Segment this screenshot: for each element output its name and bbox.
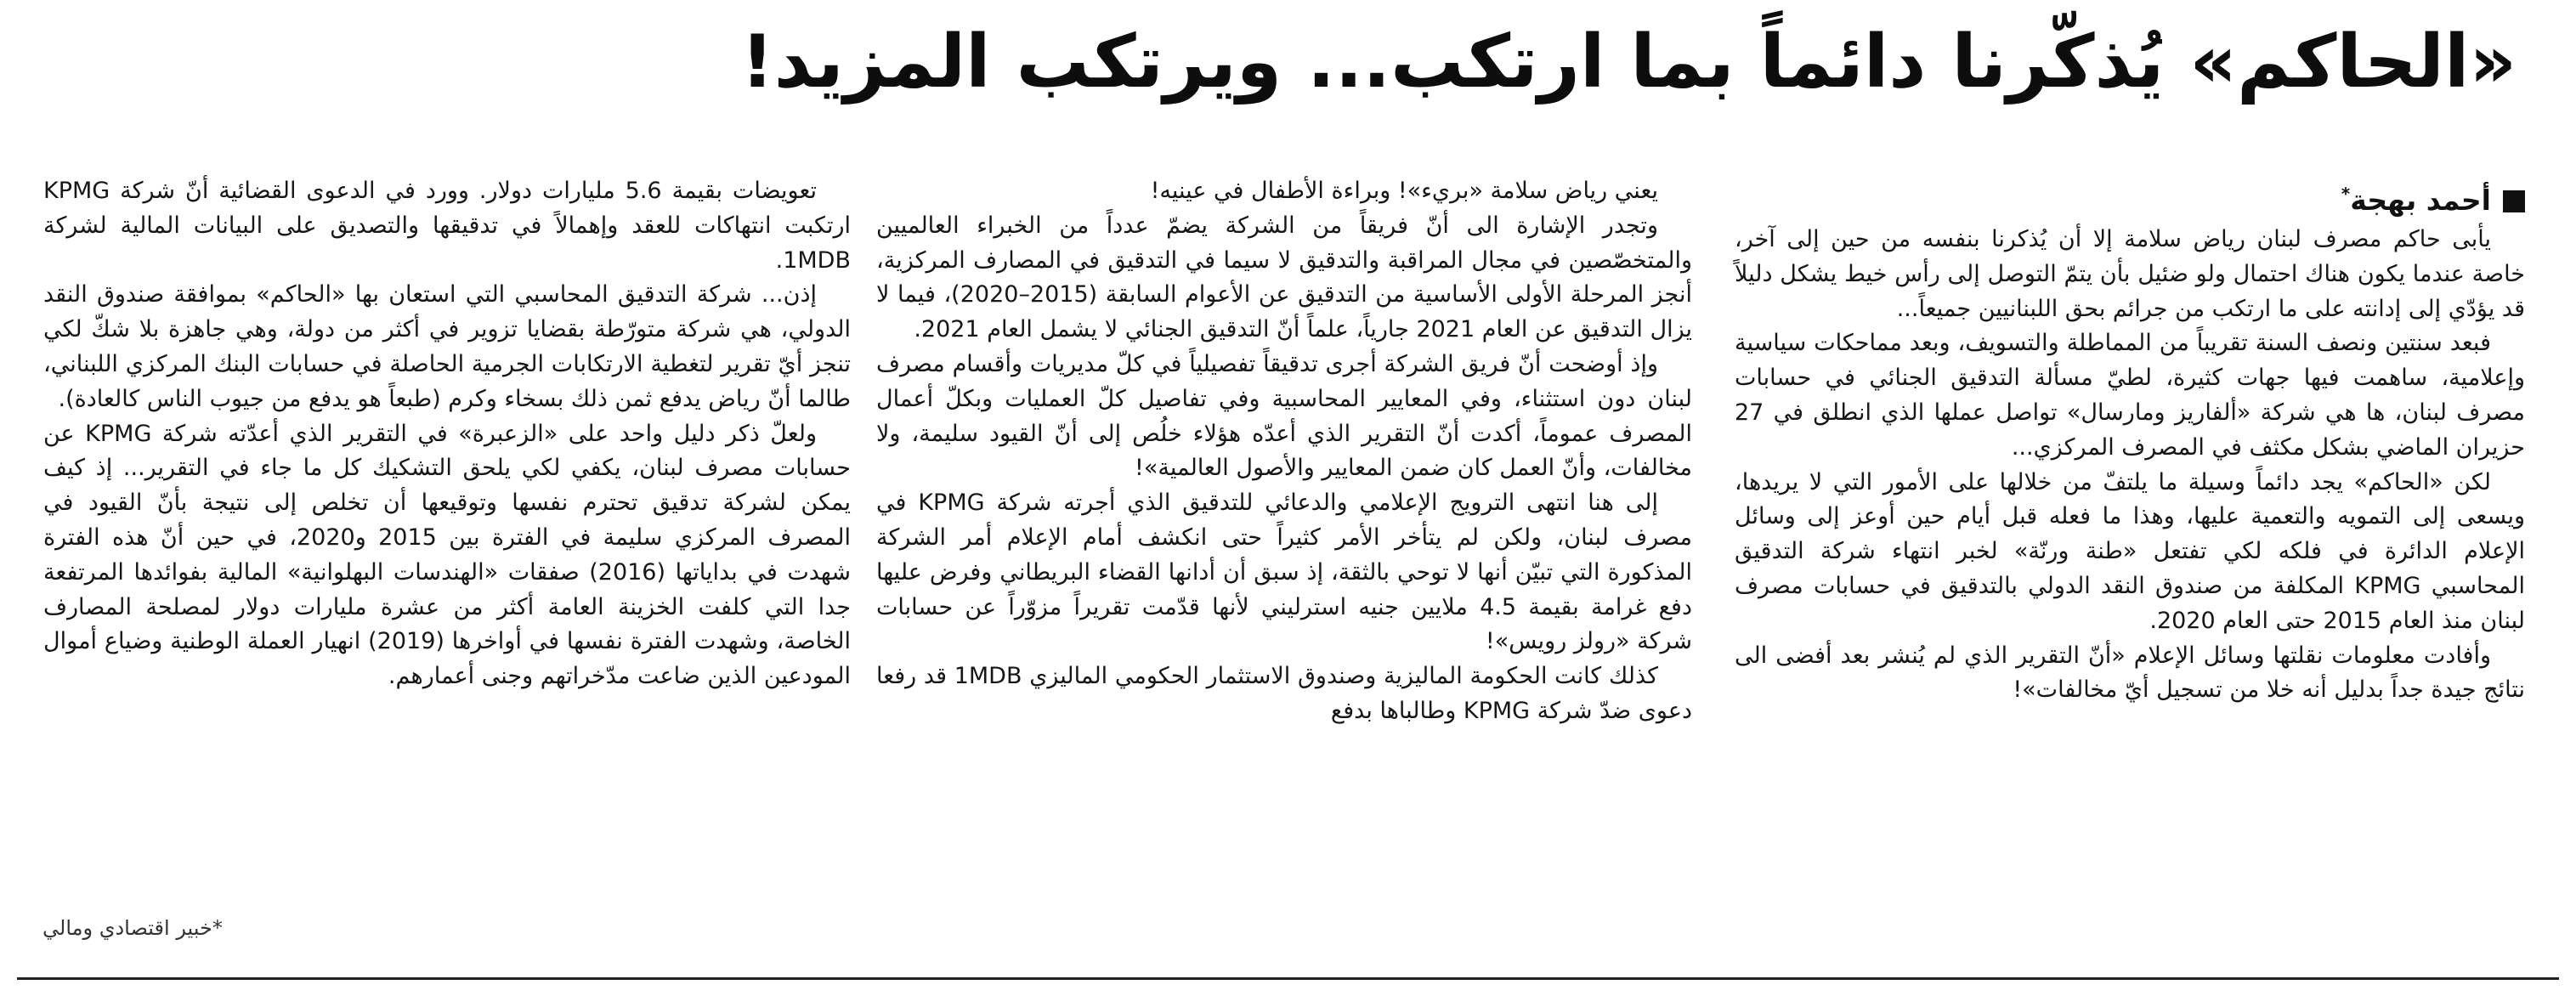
paragraph: إلى هنا انتهى الترويج الإعلامي والدعائي للتدقيق الذي أجرته شركة KPMG في مصرف لبنان، ولكن لم يتأخر الأمر كثيراً حتى انكشف أمام الإعلام أمر الشركة المذكورة التي تبيّن أنها لا توحي بالثقة، إذ سبق أن أدانها القضاء البريطاني وفرض عليها دفع غرامة بقيمة 4.5 ملايين جنيه استرليني لأنها قدّمت تقريراً مزوّراً عن حسابات شركة «رولز رويس»! (876, 490, 1692, 655)
paragraph: وأفادت معلومات نقلتها وسائل الإعلام «أنّ التقرير الذي لم يُنشر بعد أفضى الى نتائج جيدة جداً بدليل أنه خلا من تسجيل أيّ مخالفات»! (1735, 642, 2525, 704)
paragraph: تعويضات بقيمة 5.6 مليارات دولار. وورد في الدعوى القضائية أنّ شركة KPMG ارتكبت انتهاكات للعقد وإهمالاً في تدقيقها والتصديق على البيانات المالية لشركة 1MDB. (43, 178, 851, 274)
paragraph: وتجدر الإشارة الى أنّ فريقاً من الشركة يضمّ عدداً من الخبراء العالميين والمتخصّصين في مجال المراقبة والتدقيق لا سيما في التدقيق في المصارف المركزية، أنجز المرحلة الأولى الأساسية من التدقيق عن الأعوام السابقة (2015–2020)، فيما لا يزال التدقيق عن العام 2021 جارياً، علماً أنّ التدقيق الجنائي لا يشمل العام 2021. (876, 212, 1692, 343)
byline-square-icon (2503, 190, 2525, 212)
bottom-rule (17, 977, 2559, 980)
author-footnote: *خبير اقتصادي ومالي (42, 916, 223, 940)
author-mark: * (2341, 184, 2351, 204)
byline (1735, 175, 2525, 219)
author-name: أحمد بهجة (2350, 184, 2491, 217)
headline: «الحاكم» يُذكّرنا دائماً بما ارتكب... ويرتكب المزيد! (740, 20, 2517, 105)
article-column-3 (43, 174, 851, 694)
paragraph: ولعلّ ذكر دليل واحد على «الزعبرة» في التقرير الذي أعدّته شركة KPMG عن حسابات مصرف لبنان، يكفي لكي يلحق التشكيك كل ما جاء في التقرير... إذ كيف يمكن لشركة تدقيق تحترم نفسها وتوقيعها أن تخلص إلى نتيجة بأنّ القيود في المصرف المركزي سليمة في الفترة بين 2015 و2020، في حين أنّ هذه الفترة شهدت في بداياتها (2016) صفقات «الهندسات البهلوانية» المالية بفوائدها المرتفعة جدا التي كلفت الخزينة العامة أكثر من عشرة مليارات دولار لمصلحة المصارف الخاصة، وشهدت الفترة نفسها في أواخرها (2019) انهيار العملة الوطنية وضياع أموال المودعين الذين ضاعت مدّخراتهم وجنى أعمارهم. (43, 420, 852, 690)
paragraph: إذن... شركة التدقيق المحاسبي التي استعان بها «الحاكم» بموافقة صندوق النقد الدولي، هي شركة متورّطة بقضايا تزوير في أكثر من دولة، وهي جاهزة بلا شكّ لكي تنجز أيّ تقرير لتغطية الارتكابات الجرمية الحاصلة في حسابات البنك المركزي اللبناني، طالما أنّ رياض يدفع ثمن ذلك بسخاء وكرم (طبعاً هو يدفع من جيوب الناس كالعادة). (43, 281, 851, 412)
paragraph: لكن «الحاكم» يجد دائماً وسيلة ما يلتفّ من خلالها على الأمور التي لا يريدها، ويسعى إلى التمويه والتعمية عليها، وهذا ما فعله قبل أيام حين أوعز إلى وسائل الإعلام الدائرة في فلكه لكي تفتعل «طنة ورنّة» لخبر انتهاء شركة التدقيق المحاسبي KPMG المكلفة من صندوق النقد الدولي بالتدقيق في حسابات مصرف لبنان منذ العام 2015 حتى العام 2020. (1735, 468, 2525, 634)
paragraph: يأبى حاكم مصرف لبنان رياض سلامة إلا أن يُذكرنا بنفسه من حين إلى آخر، خاصة عندما يكون هناك احتمال ولو ضئيل بأن يتمّ التوصل إلى رأس خيط يشكل دليلاً قد يؤدّي إلى إدانته على ما ارتكب من جرائم بحق اللبنانيين جميعاً... (1735, 226, 2525, 322)
paragraph: يعني رياض سلامة «بريء»! وبراءة الأطفال في عينيه! (1150, 178, 1658, 204)
paragraph: كذلك كانت الحكومة الماليزية وصندوق الاستثمار الحكومي الماليزي 1MDB قد رفعا دعوى ضدّ شركة KPMG وطالباها بدفع (876, 663, 1692, 724)
article-column-1 (1735, 223, 2525, 708)
article-column-2 (876, 174, 1692, 729)
paragraph: فبعد سنتين ونصف السنة تقريباً من المماطلة والتسويف، وبعد مماحكات سياسية وإعلامية، ساهمت فيها جهات كثيرة، لطيّ مسألة التدقيق الجنائي في حسابات مصرف لبنان، ها هي شركة «ألفاريز ومارسال» تواصل عملها الذي انطلق في 27 حزيران الماضي بشكل مكثف في المصرف المركزي... (1735, 330, 2525, 461)
paragraph: وإذ أوضحت أنّ فريق الشركة أجرى تدقيقاً تفصيلياً في كلّ مديريات وأقسام مصرف لبنان دون استثناء، وفي المعايير المحاسبية وفي تفاصيل كلّ العمليات وبكلّ أعمال المصرف عموماً، أكدت أنّ التقرير الذي أعدّه هؤلاء خلُص إلى أنّ القيود سليمة، ولا مخالفات، وأنّ العمل كان ضمن المعايير والأصول العالمية»! (876, 350, 1692, 482)
